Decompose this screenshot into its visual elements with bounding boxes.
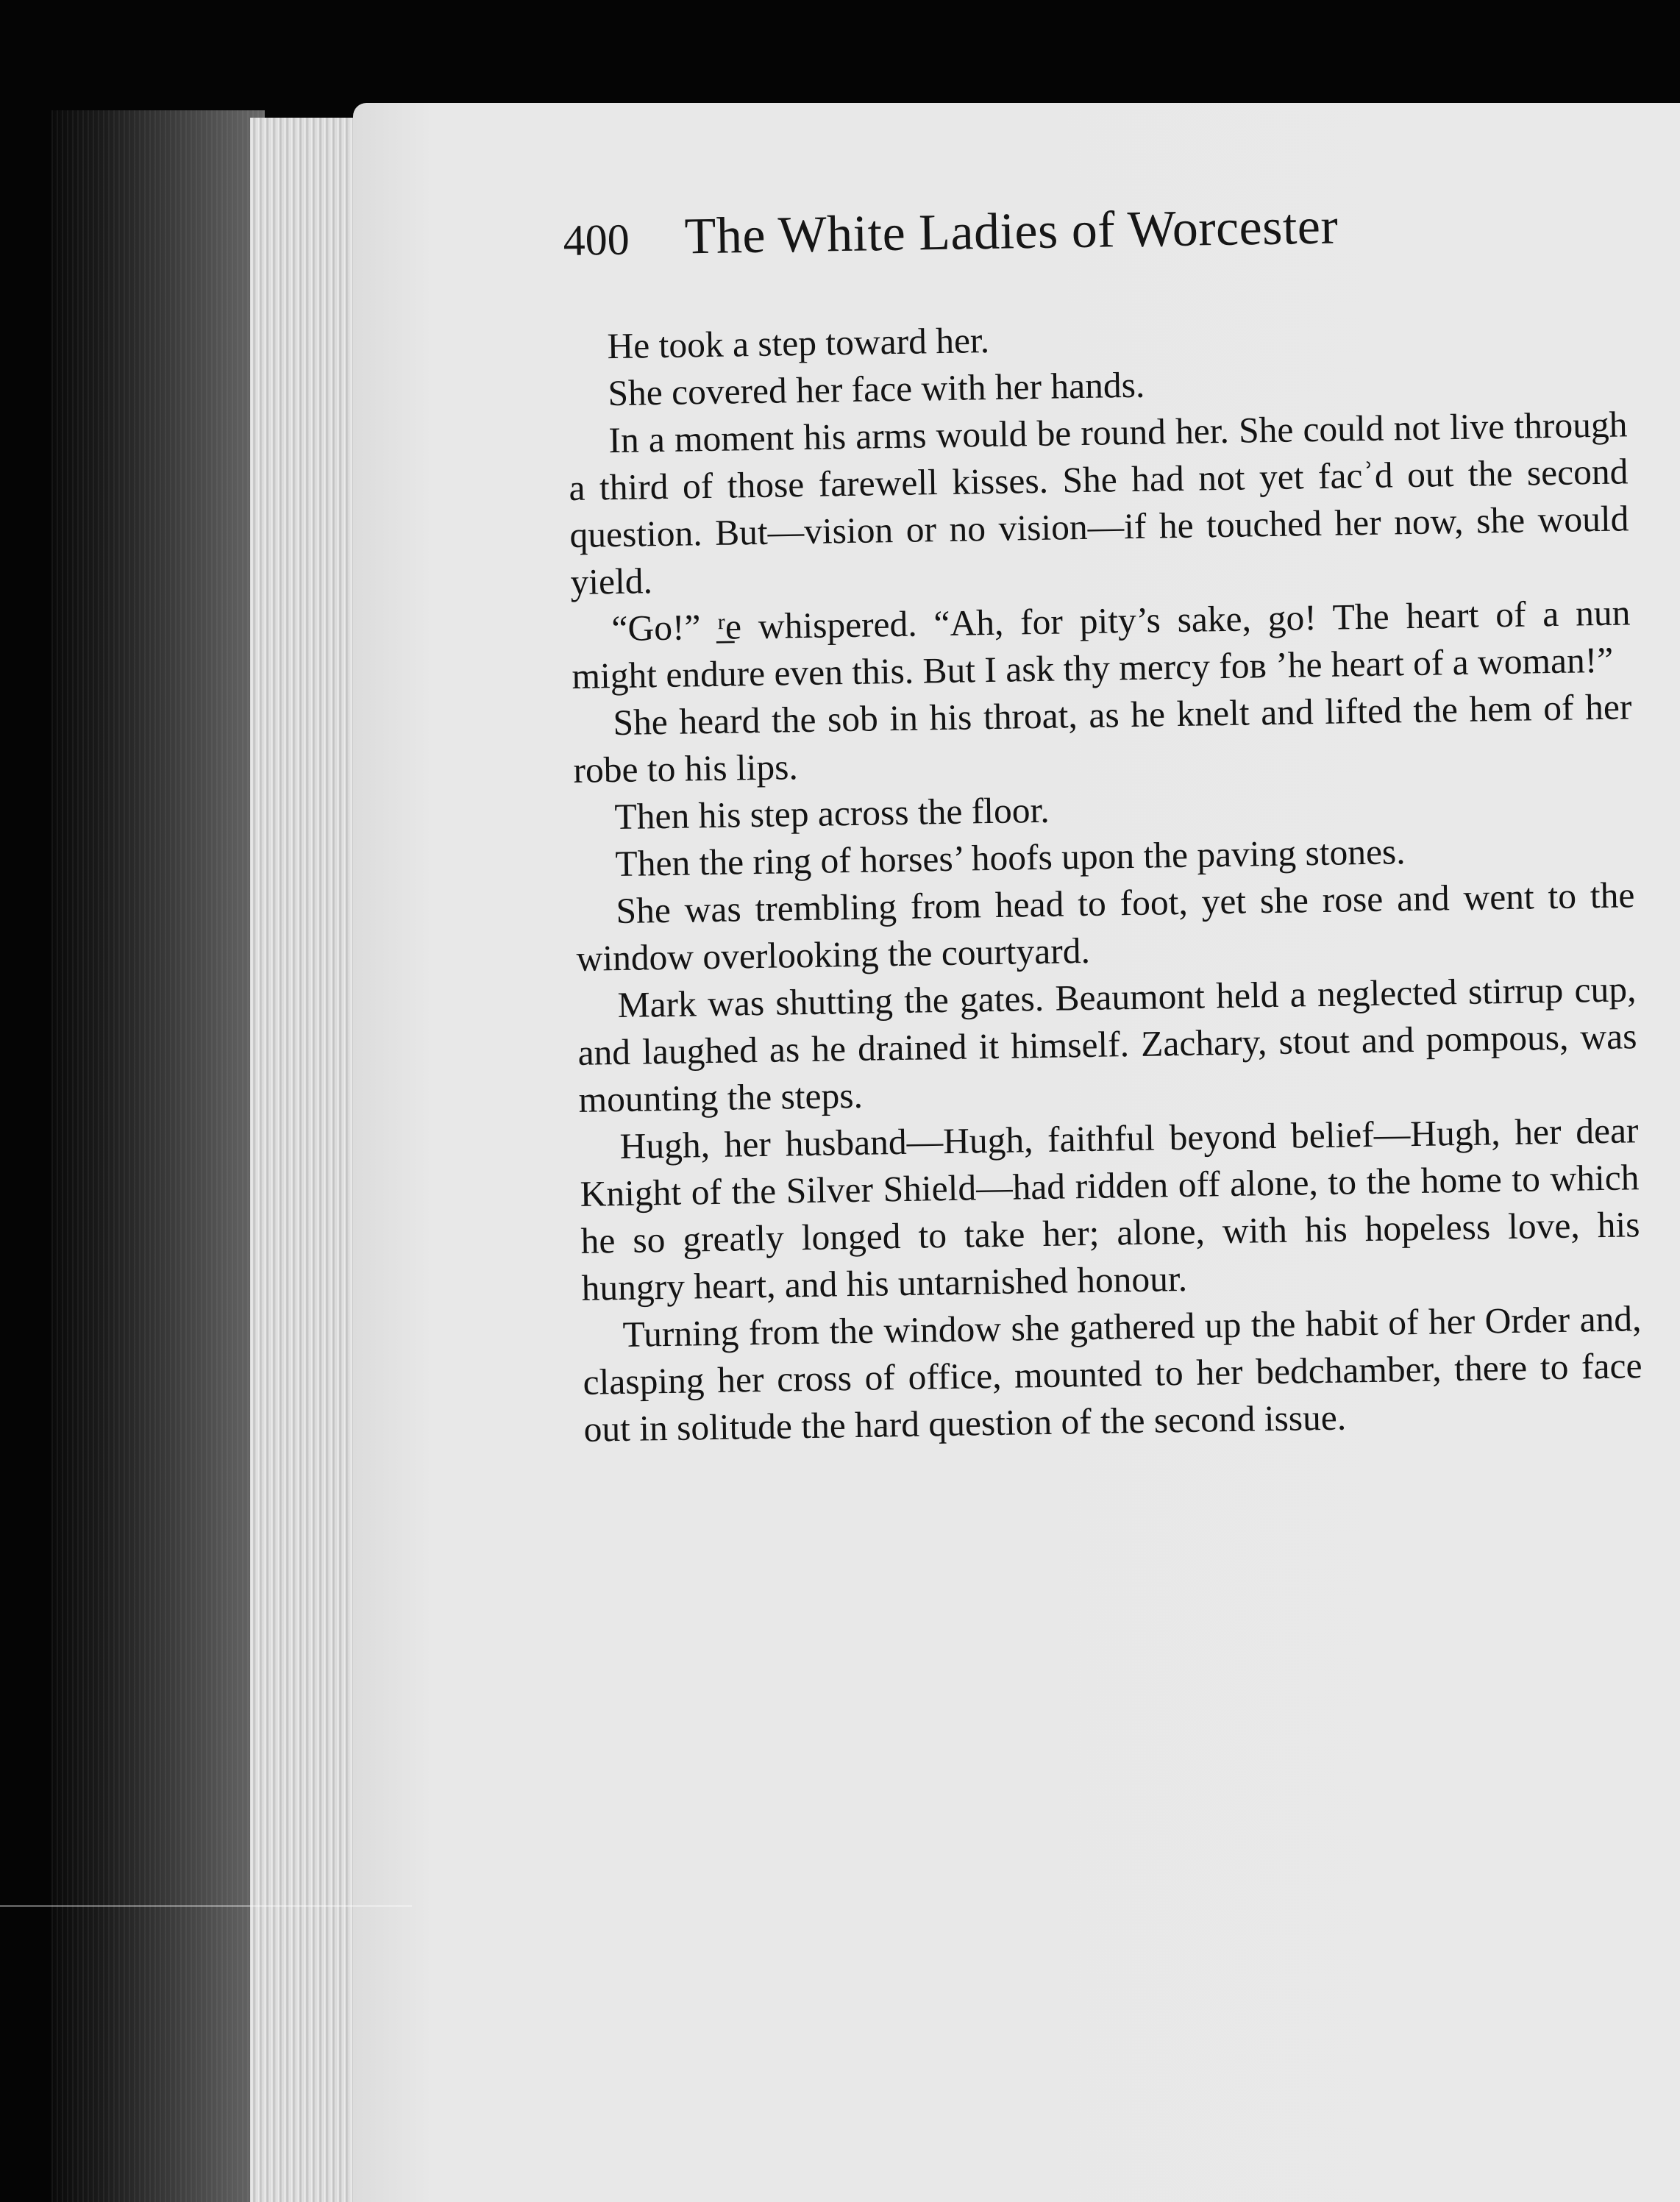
body-text xyxy=(566,307,1643,1453)
paragraph: Turning from the window she gathered up the habit of her Order and, clasping her cross of office, mounted to her bedchamber, there to face out in solitude the hard question of the second issue. xyxy=(583,1298,1642,1450)
paragraph: She was trembling from head to foot, yet she rose and went to the window overlooking the courtyard. xyxy=(576,874,1635,979)
paragraph: He took a step toward her. xyxy=(607,319,990,367)
paragraph: Mark was shutting the gates. Beaumont held a neglected stirrup cup, and laughed as he drained it himself. Zachary, stout and pompous, was mounting the steps. xyxy=(577,969,1637,1120)
running-title: The White Ladies of Worcester xyxy=(683,198,1339,266)
paragraph: “Go!” ʳ̲e whispered. “Ah, for pity’s sake, go! The heart of a nun might endure even this. But I ask thy mercy foʙ ʼhe heart of a woman!” xyxy=(572,592,1631,696)
page-edges xyxy=(250,118,360,2202)
paragraph: She covered her face with her hands. xyxy=(608,364,1145,414)
paragraph: Hugh, her husband—Hugh, faithful beyond belief—Hugh, her dear Knight of the Silver Shield—had ridden off alone, to the home to which he so greatly longed to take her; alone, with his hopeless love, his hungry heart, and his untarnished honour. xyxy=(580,1110,1640,1308)
scan-artifact-line xyxy=(0,1905,412,1907)
paragraph: Then the ring of horses’ hoofs upon the paving stones. xyxy=(615,831,1406,885)
paragraph: Then his step across the floor. xyxy=(614,789,1050,838)
paragraph: In a moment his arms would be round her. She could not live through a third of those farewell kisses. She had not yet facʾd out the second question. But—vision or no vision—if he touched her now, she would yield. xyxy=(569,404,1629,602)
page-number: 400 xyxy=(563,215,630,265)
paragraph: She heard the sob in his throat, as he knelt and lifted the hem of her robe to his lips. xyxy=(573,686,1632,791)
book-fore-edge xyxy=(51,110,265,2202)
